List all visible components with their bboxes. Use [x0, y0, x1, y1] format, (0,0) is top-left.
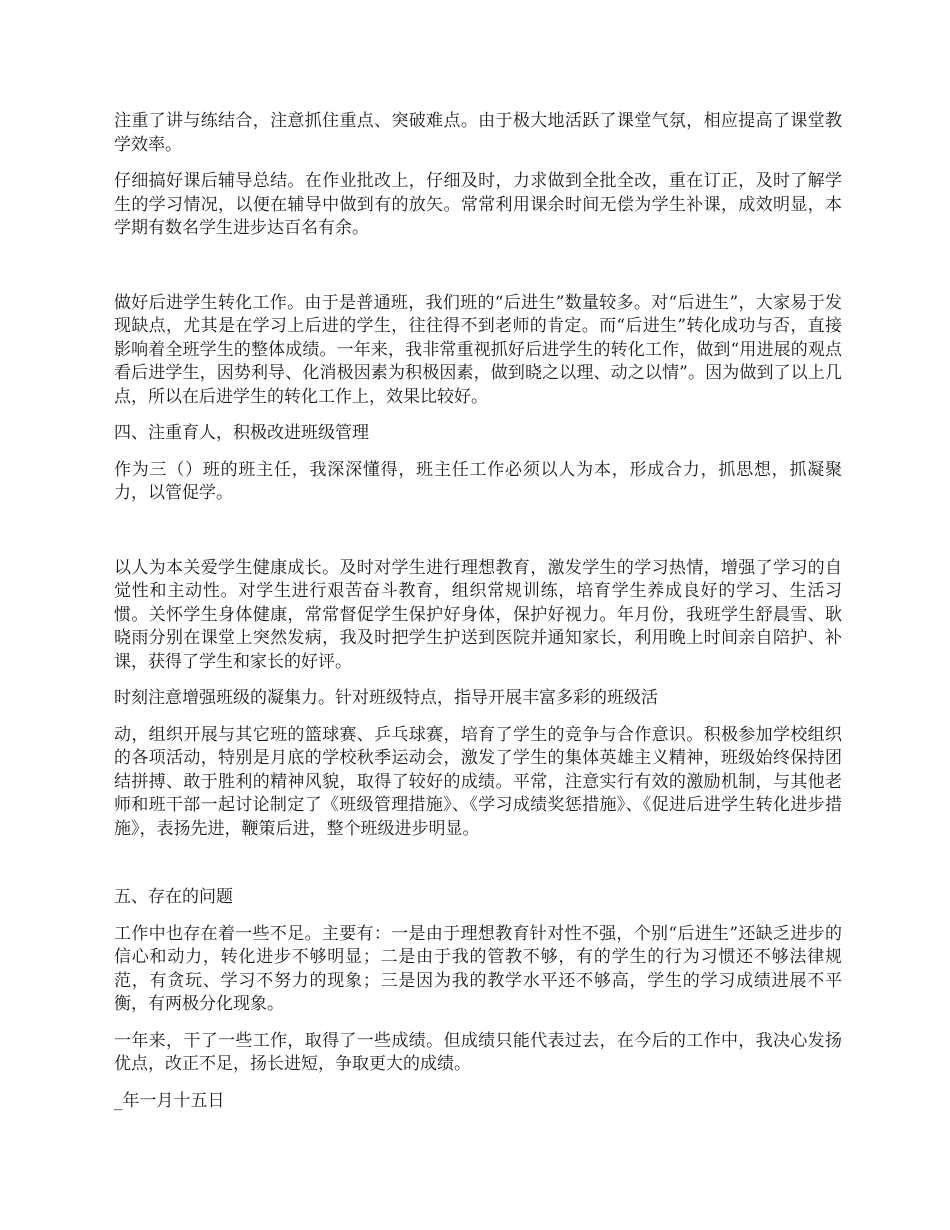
- section-heading-five: 五、存在的问题: [114, 887, 233, 907]
- paragraph-class-teacher: 作为三（）班的班主任，我深深懂得，班主任工作必须以人为本，形成合力，抓思想，抓凝聚力，以管促学。: [114, 459, 842, 503]
- paragraph-care-for-students: 以人为本关爱学生健康成长。及时对学生进行理想教育，激发学生的学习热情，增强了学习的自觉性和主动性。对学生进行艰苦奋斗教育，组织常规训练，培育学生养成良好的学习、生活习惯。关怀学生身体健康，常常督促学生保护好身体，保护好视力。年月份，我班学生舒晨雪、耿晓雨分别在课堂上突然发病，我及时把学生护送到医院并通知家长，利用晚上时间亲自陪护、补课，获得了学生和家长的好评。: [114, 557, 842, 672]
- document-body: [114, 110, 842, 1126]
- paragraph-cohesion-intro: 时刻注意增强班级的凝集力。针对班级特点，指导开展丰富多彩的班级活: [114, 688, 658, 708]
- paragraph-cohesion-activities: 动，组织开展与其它班的篮球赛、乒乓球赛，培育了学生的竞争与合作意识。积极参加学校组织的各项活动，特别是月底的学校秋季运动会，激发了学生的集体英雄主义精神，班级始终保持团结拼搏、敢于胜利的精神风貌，取得了较好的成绩。平常，注意实行有效的激励机制，与其他老师和班干部一起讨论制定了《班级管理措施》、《学习成绩奖惩措施》、《促进后进学生转化进步措施》，表扬先进，鞭策后进，整个班级进步明显。: [114, 724, 842, 839]
- section-heading-four: 四、注重育人，积极改进班级管理: [114, 423, 369, 443]
- spacer: [114, 519, 842, 557]
- paragraph-struggling-students: 做好后进学生转化工作。由于是普通班，我们班的“后进生”数量较多。对“后进生”，大家易于发现缺点，尤其是在学习上后进的学生，往往得不到老师的肯定。而“后进生”转化成功与否，直接影响着全班学生的整体成绩。一年来，我非常重视抓好后进学生的转化工作，做到“用进展的观点看后进学生，因势利导、化消极因素为积极因素，做到晓之以理、动之以情”。因为做到了以上几点，所以在后进学生的转化工作上，效果比较好。: [114, 292, 842, 407]
- date-line: _年一月十五日: [114, 1090, 225, 1111]
- paragraph-tutoring: 仔细搞好课后辅导总结。在作业批改上，仔细及时，力求做到全批全改，重在订正，及时了解学生的学习情况，以便在辅导中做到有的放矢。常常利用课余时间无偿为学生补课，成效明显，本学期有数名学生进步达百名有余。: [114, 171, 842, 238]
- paragraph-conclusion: 一年来，干了一些工作，取得了一些成绩。但成绩只能代表过去，在今后的工作中，我决心发扬优点，改正不足，扬长进短，争取更大的成绩。: [114, 1030, 842, 1074]
- paragraph-problems: 工作中也存在着一些不足。主要有：一是由于理想教育针对性不强，个别“后进生”还缺乏进步的信心和动力，转化进步不够明显；二是由于我的管教不够，有的学生的行为习惯还不够法律规范，有贪玩、学习不努力的现象；三是因为我的教学水平还不够高，学生的学习成绩进展不平衡，有两极分化现象。: [114, 923, 842, 1014]
- paragraph-teaching-method: 注重了讲与练结合，注意抓住重点、突破难点。由于极大地活跃了课堂气氛，相应提高了课堂教学效率。: [114, 111, 842, 155]
- spacer: [114, 854, 842, 886]
- spacer: [114, 254, 842, 292]
